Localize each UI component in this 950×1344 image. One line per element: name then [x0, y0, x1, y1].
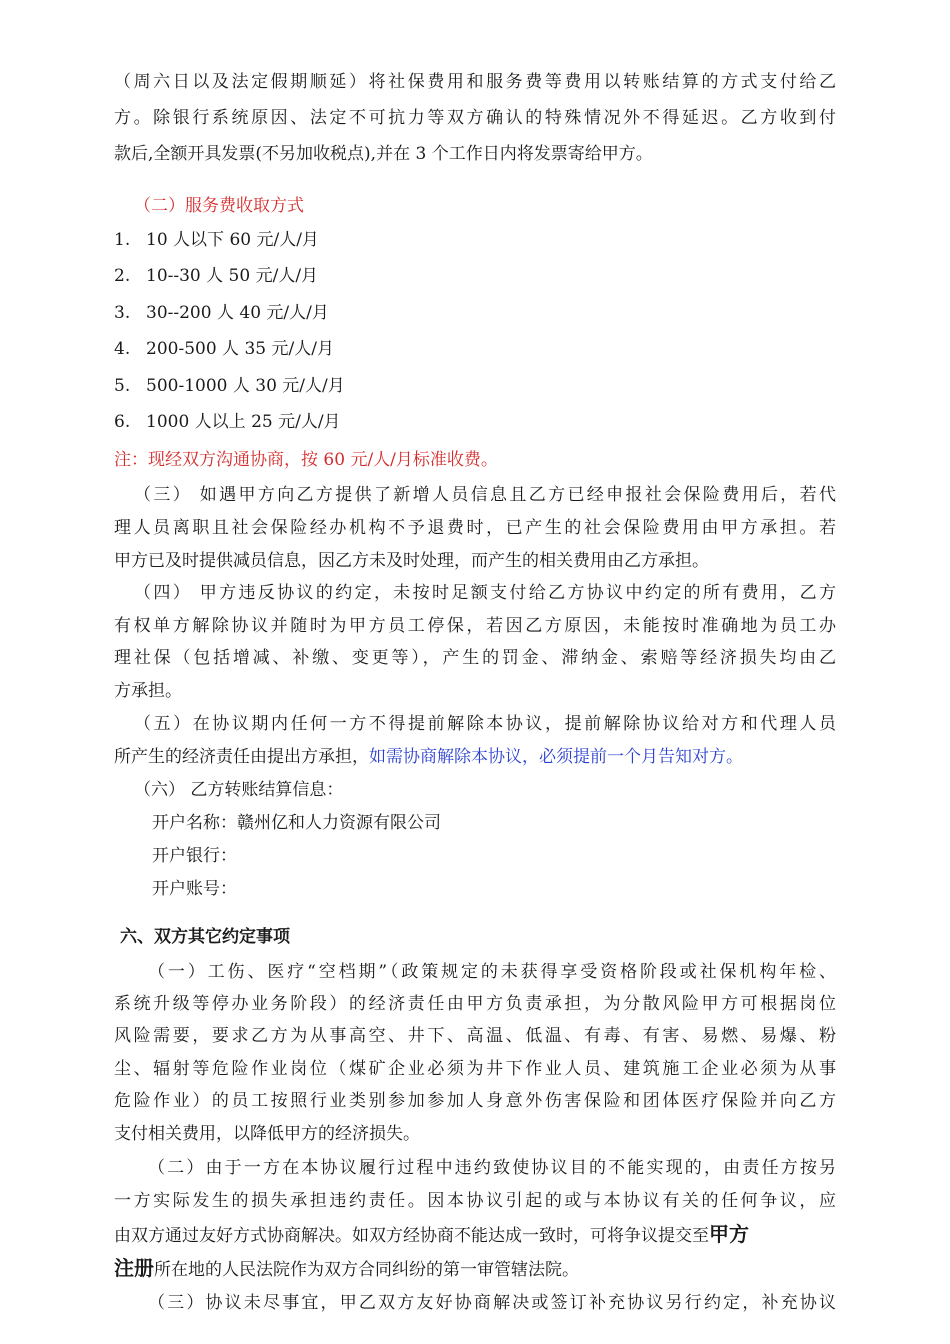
fee-item-text: 500-1000 人 30 元/人/月 — [146, 376, 345, 396]
fee-item — [114, 337, 334, 361]
clause-3-line-1: （三） 如遇甲方向乙方提供了新增人员信息且乙方已经申报社会保险费用后，若代 — [134, 485, 836, 505]
fee-item-number: 2. — [114, 266, 131, 286]
section-6-p2-line-1: （二）由于一方在本协议履行过程中违约致使协议目的不能实现的，由责任方按另 — [148, 1158, 836, 1178]
section-6-p1-line-5: 危险作业）的员工按照行业类别参加参加人身意外伤害保险和团体医疗保险并向乙方 — [114, 1091, 836, 1111]
fee-item-text: 200-500 人 35 元/人/月 — [146, 339, 334, 359]
clause-4-line-3: 理社保（包括增减、补缴、变更等），产生的罚金、滞纳金、索赔等经济损失均由乙 — [114, 648, 836, 668]
clause-3-line-2: 理人员离职且社会保险经办机构不予退费时，已产生的社会保险费用由甲方承担。若 — [114, 518, 836, 538]
fee-note: 注：现经双方沟通协商，按 60 元/人/月标准收费。 — [114, 450, 498, 470]
clause-5-text: 所产生的经济责任由提出方承担， — [114, 747, 369, 767]
account-number: 开户账号： — [152, 879, 237, 899]
section-6-p2-line-2: 一方实际发生的损失承担违约责任。因本协议引起的或与本协议有关的任何争议，应 — [114, 1191, 836, 1211]
top-paragraph-line-1: （周六日以及法定假期顺延）将社保费用和服务费等费用以转账结算的方式支付给乙 — [114, 72, 836, 92]
fee-item — [114, 264, 318, 288]
clause-5-line-1: （五）在协议期内任何一方不得提前解除本协议，提前解除协议给对方和代理人员 — [134, 714, 836, 734]
emphasis-text: 甲方 — [709, 1222, 749, 1246]
fee-item-number: 5. — [114, 376, 131, 396]
account-name: 开户名称：赣州亿和人力资源有限公司 — [152, 813, 441, 833]
clause-5-notice-text: 如需协商解除本协议，必须提前一个月告知对方。 — [369, 747, 743, 767]
clause-6-heading: （六） 乙方转账结算信息： — [134, 780, 344, 800]
fee-item-number: 4. — [114, 339, 131, 359]
emphasis-text: 注册 — [114, 1256, 154, 1280]
bank-name: 开户银行： — [152, 846, 237, 866]
section-6-p1-line-6: 支付相关费用，以降低甲方的经济损失。 — [114, 1124, 420, 1144]
section-6-p2-text: 由双方通过友好方式协商解决。如双方经协商不能达成一致时，可将争议提交至 — [114, 1226, 709, 1246]
clause-3-line-3: 甲方已及时提供减员信息，因乙方未及时处理，而产生的相关费用由乙方承担。 — [114, 551, 709, 571]
clause-4-line-4: 方承担。 — [114, 681, 182, 701]
fee-item-text: 10--30 人 50 元/人/月 — [146, 266, 319, 286]
clause-5-line-2 — [114, 745, 743, 769]
section-6-p1-line-2: 系统升级等停办业务阶段）的经济责任由甲方负责承担，为分散风险甲方可根据岗位 — [114, 994, 836, 1014]
fee-item — [114, 301, 329, 325]
fee-item-number: 1. — [114, 230, 131, 250]
fee-section-heading: （二）服务费收取方式 — [134, 196, 304, 216]
fee-item-text: 30--200 人 40 元/人/月 — [146, 303, 329, 323]
clause-4-line-1: （四） 甲方违反协议的约定，未按时足额支付给乙方协议中约定的所有费用，乙方 — [134, 583, 836, 603]
section-6-title: 六、双方其它约定事项 — [120, 927, 290, 947]
clause-4-line-2: 有权单方解除协议并随时为甲方员工停保，若因乙方原因，未能按时准确地为员工办 — [114, 616, 836, 636]
fee-item — [114, 228, 319, 252]
section-6-p2-line-3 — [114, 1222, 749, 1248]
fee-item-number: 6. — [114, 412, 131, 432]
fee-item — [114, 374, 345, 398]
section-6-p1-line-3: 风险需要，要求乙方为从事高空、井下、高温、低温、有毒、有害、易燃、易爆、粉 — [114, 1026, 836, 1046]
section-6-p3-line-1: （三）协议未尽事宜，甲乙双方友好协商解决或签订补充协议另行约定，补充协议 — [148, 1293, 836, 1313]
section-6-p1-line-1: （一）工伤、医疗“空档期”（政策规定的未获得享受资格阶段或社保机构年检、 — [148, 962, 836, 982]
fee-item-number: 3. — [114, 303, 131, 323]
section-6-p2-text: 所在地的人民法院作为双方合同纠纷的第一审管辖法院。 — [154, 1260, 579, 1280]
top-paragraph-line-3: 款后,全额开具发票(不另加收税点),并在 3 个工作日内将发票寄给甲方。 — [114, 144, 653, 164]
fee-item — [114, 410, 341, 434]
section-6-p2-line-4 — [114, 1256, 579, 1282]
top-paragraph-line-2: 方。除银行系统原因、法定不可抗力等双方确认的特殊情况外不得延迟。乙方收到付 — [114, 108, 836, 128]
fee-item-text: 1000 人以上 25 元/人/月 — [146, 412, 341, 432]
fee-item-text: 10 人以下 60 元/人/月 — [146, 230, 319, 250]
section-6-p1-line-4: 尘、辐射等危险作业岗位（煤矿企业必须为井下作业人员、建筑施工企业必须为从事 — [114, 1059, 836, 1079]
